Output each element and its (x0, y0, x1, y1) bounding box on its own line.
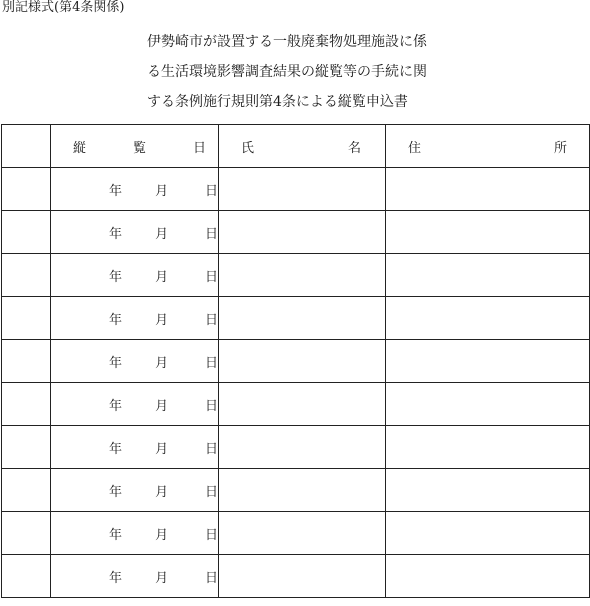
date-units (51, 297, 218, 339)
date-unit-day: 日 (204, 398, 218, 414)
date-unit-year: 年 (109, 441, 123, 457)
row-number-cell[interactable] (2, 297, 51, 340)
date-unit-day: 日 (204, 355, 218, 371)
row-number-cell[interactable] (2, 426, 51, 469)
date-units (51, 555, 218, 597)
header-address-char: 住 (408, 140, 422, 156)
name-cell[interactable] (219, 555, 386, 598)
name-cell[interactable] (219, 340, 386, 383)
date-cell[interactable] (51, 426, 219, 469)
date-units (51, 211, 218, 253)
address-cell[interactable] (386, 297, 590, 340)
name-cell[interactable] (219, 512, 386, 555)
title-line: する条例施行規則第4条による縦覧申込書 (147, 94, 408, 110)
header-number-cell (2, 125, 51, 168)
date-unit-day: 日 (204, 441, 218, 457)
row-number-cell[interactable] (2, 469, 51, 512)
date-cell[interactable] (51, 297, 219, 340)
date-unit-year: 年 (109, 398, 123, 414)
header-name-char: 名 (347, 140, 361, 156)
date-unit-day: 日 (204, 226, 218, 242)
row-number-cell[interactable] (2, 340, 51, 383)
date-unit-day: 日 (204, 484, 218, 500)
date-units (51, 426, 218, 468)
table-row (2, 168, 590, 211)
date-units (51, 512, 218, 554)
date-cell[interactable] (51, 555, 219, 598)
title-line: る生活環境影響調査結果の縦覧等の手続に関 (147, 64, 427, 80)
address-cell[interactable] (386, 426, 590, 469)
table-row (2, 383, 590, 426)
date-unit-month: 月 (155, 570, 169, 586)
name-cell[interactable] (219, 168, 386, 211)
table-row (2, 555, 590, 598)
name-cell[interactable] (219, 469, 386, 512)
row-number-cell[interactable] (2, 254, 51, 297)
date-cell[interactable] (51, 254, 219, 297)
date-cell[interactable] (51, 469, 219, 512)
address-cell[interactable] (386, 211, 590, 254)
address-cell[interactable] (386, 383, 590, 426)
address-cell[interactable] (386, 469, 590, 512)
header-name-char: 氏 (241, 140, 255, 156)
header-date-char: 日 (192, 140, 206, 156)
application-table (1, 124, 590, 598)
header-date-cell (51, 125, 219, 168)
date-unit-year: 年 (109, 527, 123, 543)
table-row (2, 340, 590, 383)
date-cell[interactable] (51, 340, 219, 383)
date-unit-year: 年 (109, 269, 123, 285)
date-unit-month: 月 (155, 226, 169, 242)
row-number-cell[interactable] (2, 211, 51, 254)
form-label: 別記様式(第4条関係) (2, 0, 125, 15)
date-unit-day: 日 (204, 312, 218, 328)
document-title (147, 27, 567, 117)
date-unit-day: 日 (204, 183, 218, 199)
date-unit-year: 年 (109, 183, 123, 199)
date-units (51, 254, 218, 296)
row-number-cell[interactable] (2, 168, 51, 211)
table-row (2, 254, 590, 297)
date-unit-month: 月 (155, 269, 169, 285)
header-date-char: 覧 (132, 140, 146, 156)
address-cell[interactable] (386, 512, 590, 555)
date-cell[interactable] (51, 512, 219, 555)
table-row (2, 211, 590, 254)
date-unit-day: 日 (204, 269, 218, 285)
address-cell[interactable] (386, 340, 590, 383)
date-unit-day: 日 (204, 570, 218, 586)
date-unit-month: 月 (155, 484, 169, 500)
date-unit-month: 月 (155, 183, 169, 199)
table-header-row (2, 125, 590, 168)
row-number-cell[interactable] (2, 512, 51, 555)
table-row (2, 426, 590, 469)
date-unit-year: 年 (109, 226, 123, 242)
date-unit-day: 日 (204, 527, 218, 543)
date-unit-month: 月 (155, 398, 169, 414)
date-unit-month: 月 (155, 527, 169, 543)
name-cell[interactable] (219, 383, 386, 426)
date-unit-year: 年 (109, 484, 123, 500)
header-name-cell (219, 125, 386, 168)
date-units (51, 168, 218, 210)
header-date-char: 縦 (73, 140, 87, 156)
name-cell[interactable] (219, 254, 386, 297)
date-cell[interactable] (51, 211, 219, 254)
date-unit-month: 月 (155, 355, 169, 371)
date-units (51, 340, 218, 382)
title-line: 伊勢崎市が設置する一般廃棄物処理施設に係 (147, 34, 427, 50)
date-cell[interactable] (51, 168, 219, 211)
date-units (51, 383, 218, 425)
date-unit-year: 年 (109, 355, 123, 371)
table-row (2, 297, 590, 340)
name-cell[interactable] (219, 297, 386, 340)
row-number-cell[interactable] (2, 555, 51, 598)
date-cell[interactable] (51, 383, 219, 426)
date-units (51, 469, 218, 511)
address-cell[interactable] (386, 254, 590, 297)
table-row (2, 512, 590, 555)
date-unit-month: 月 (155, 441, 169, 457)
table-row (2, 469, 590, 512)
name-cell[interactable] (219, 211, 386, 254)
date-unit-year: 年 (109, 312, 123, 328)
header-address-cell (386, 125, 590, 168)
row-number-cell[interactable] (2, 383, 51, 426)
address-cell[interactable] (386, 555, 590, 598)
date-unit-month: 月 (155, 312, 169, 328)
address-cell[interactable] (386, 168, 590, 211)
name-cell[interactable] (219, 426, 386, 469)
date-unit-year: 年 (109, 570, 123, 586)
header-address-char: 所 (553, 140, 567, 156)
